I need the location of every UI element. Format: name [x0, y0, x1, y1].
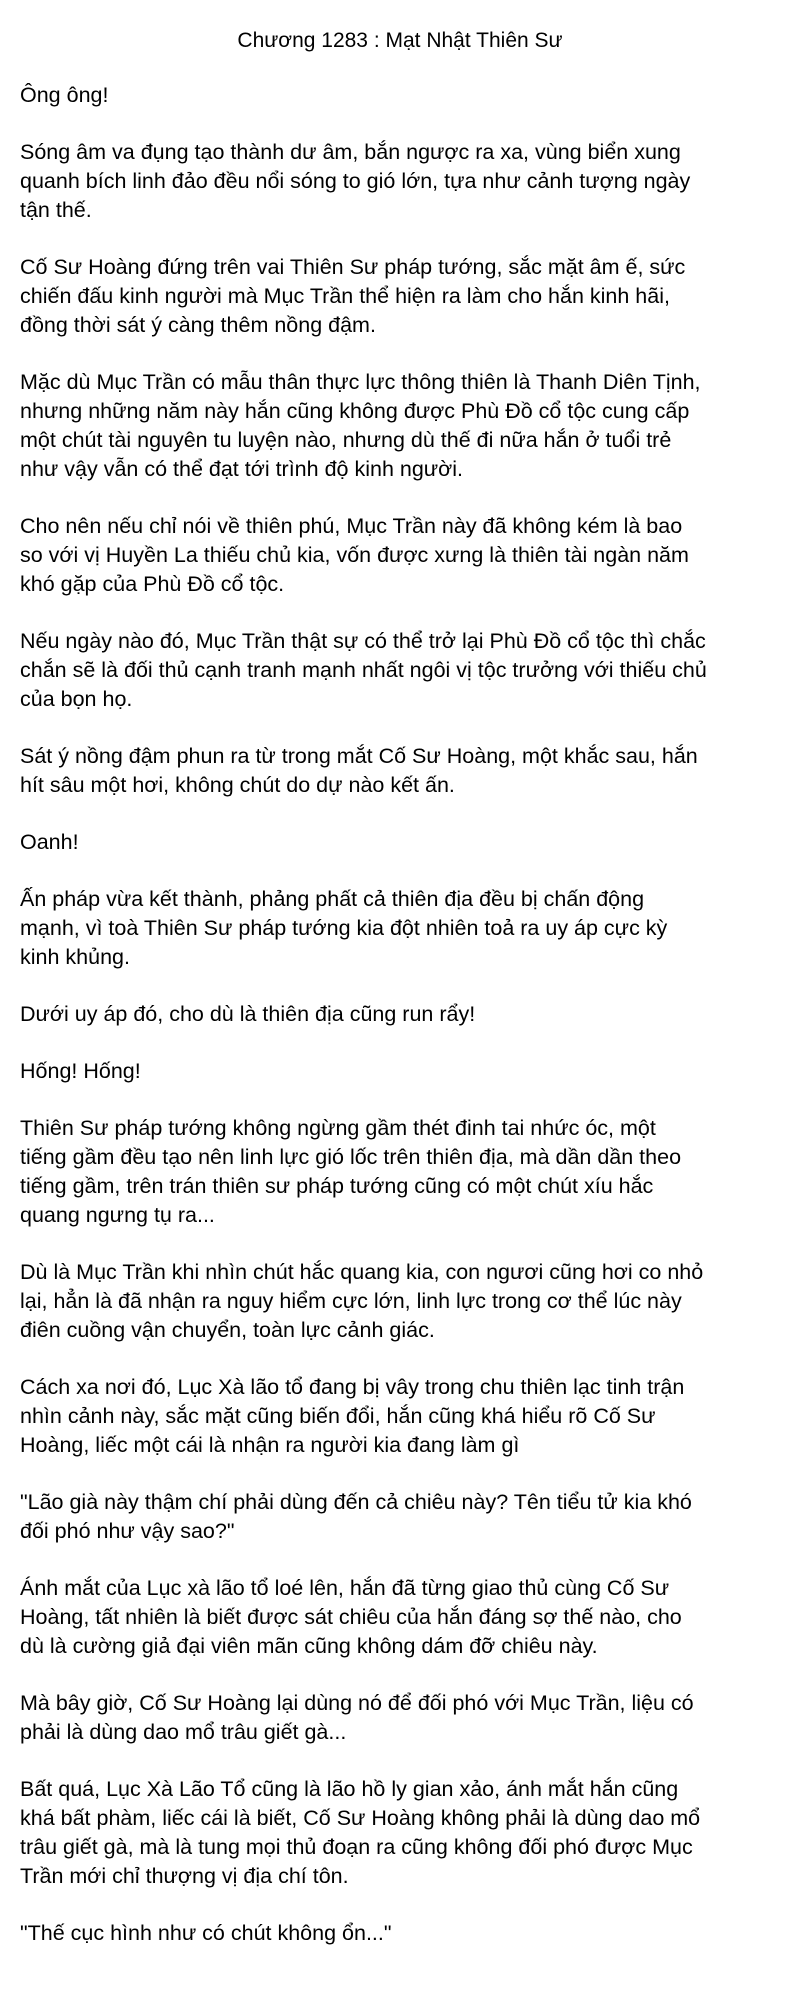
- paragraph: Cố Sư Hoàng đứng trên vai Thiên Sư pháp tướng, sắc mặt âm ế, sức chiến đấu kinh người mà Mục Trần thể hiện ra làm cho hắn kinh hãi, đồng thời sát ý càng thêm nồng đậm.: [20, 255, 686, 337]
- paragraph: "Lão già này thậm chí phải dùng đến cả chiêu này? Tên tiểu tử kia khó đối phó như vậy sao?": [20, 1490, 692, 1543]
- paragraph: Sát ý nồng đậm phun ra từ trong mắt Cố Sư Hoàng, một khắc sau, hắn hít sâu một hơi, không chút do dự nào kết ấn.: [20, 744, 698, 797]
- paragraph: Cho nên nếu chỉ nói về thiên phú, Mục Trần này đã không kém là bao so với vị Huyền La thiếu chủ kia, vốn được xưng là thiên tài ngàn năm khó gặp của Phù Đồ cổ tộc.: [20, 514, 689, 596]
- paragraph: "Thế cục hình như có chút không ổn...": [20, 1921, 392, 1945]
- paragraph: Dù là Mục Trần khi nhìn chút hắc quang kia, con ngươi cũng hơi co nhỏ lại, hẳn là đã nhận ra nguy hiểm cực lớn, linh lực trong cơ thể lúc này điên cuồng vận chuyển, toàn lực cảnh giác.: [20, 1260, 704, 1342]
- paragraph: Hống! Hống!: [20, 1059, 141, 1083]
- paragraph: Mặc dù Mục Trần có mẫu thân thực lực thông thiên là Thanh Diên Tịnh, nhưng những năm này hắn cũng không được Phù Đồ cổ tộc cung cấp một chút tài nguyên tu luyện nào, nhưng dù thế đi nữa hắn ở tuổi trẻ như vậy vẫn có thể đạt tới trình độ kinh người.: [20, 370, 701, 481]
- paragraph: Bất quá, Lục Xà Lão Tổ cũng là lão hồ ly gian xảo, ánh mắt hắn cũng khá bất phàm, liếc cái là biết, Cố Sư Hoàng không phải là dùng dao mổ trâu giết gà, mà là tung mọi thủ đoạn ra cũng không đối phó được Mục Trần mới chỉ thượng vị địa chí tôn.: [20, 1777, 701, 1888]
- paragraph: Cách xa nơi đó, Lục Xà lão tổ đang bị vây trong chu thiên lạc tinh trận nhìn cảnh này, sắc mặt cũng biến đổi, hắn cũng khá hiểu rõ Cố Sư Hoàng, liếc một cái là nhận ra người kia đang làm gì: [20, 1375, 685, 1457]
- paragraph: Dưới uy áp đó, cho dù là thiên địa cũng run rẩy!: [20, 1002, 476, 1026]
- paragraph: Ấn pháp vừa kết thành, phảng phất cả thiên địa đều bị chấn động mạnh, vì toà Thiên Sư pháp tướng kia đột nhiên toả ra uy áp cực kỳ kinh khủng.: [20, 887, 668, 969]
- paragraph: Thiên Sư pháp tướng không ngừng gầm thét đinh tai nhức óc, một tiếng gầm đều tạo nên linh lực gió lốc trên thiên địa, mà dần dần theo tiếng gầm, trên trán thiên sư pháp tướng cũng có một chút xíu hắc quang ngưng tụ ra...: [20, 1116, 682, 1227]
- chapter-body: [20, 81, 780, 1948]
- paragraph: Oanh!: [20, 830, 79, 854]
- paragraph: Sóng âm va đụng tạo thành dư âm, bắn ngược ra xa, vùng biển xung quanh bích linh đảo đều nổi sóng to gió lớn, tựa như cảnh tượng ngày tận thế.: [20, 140, 691, 222]
- paragraph: Ánh mắt của Lục xà lão tổ loé lên, hắn đã từng giao thủ cùng Cố Sư Hoàng, tất nhiên là biết được sát chiêu của hắn đáng sợ thế nào, cho dù là cường giả đại viên mãn cũng không dám đỡ chiêu này.: [20, 1576, 682, 1658]
- paragraph: Mà bây giờ, Cố Sư Hoàng lại dùng nó để đối phó với Mục Trần, liệu có phải là dùng dao mổ trâu giết gà...: [20, 1691, 694, 1744]
- paragraph: Nếu ngày nào đó, Mục Trần thật sự có thể trở lại Phù Đồ cổ tộc thì chắc chắn sẽ là đối thủ cạnh tranh mạnh nhất ngôi vị tộc trưởng với thiếu chủ của bọn họ.: [20, 629, 707, 711]
- chapter-title: Chương 1283 : Mạt Nhật Thiên Sư: [237, 29, 563, 52]
- paragraph: Ông ông!: [20, 83, 109, 107]
